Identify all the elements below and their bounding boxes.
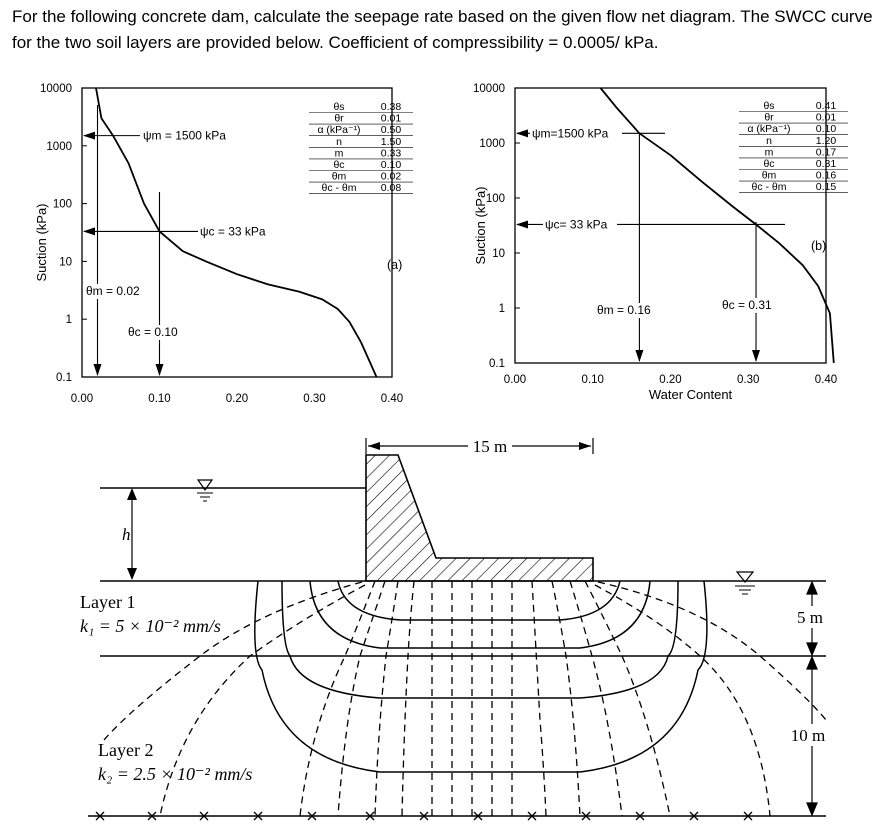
theta-m-label: θm = 0.02 [86, 284, 140, 298]
x-tick-label: 0.40 [814, 374, 838, 386]
psi-c-label: ψc = 33 kPa [200, 224, 266, 239]
theta-c-arrow [752, 350, 760, 362]
psi-c-label: ψc= 33 kPa [545, 217, 608, 232]
psi-m-label: ψm = 1500 kPa [143, 128, 226, 143]
y-tick-label: 1 [65, 314, 72, 327]
question-text: For the following concrete dam, calculate the seepage rate based on the given flow net diagram. The SWCC curve for the two soil layers are provided below. Coefficient of compressibility = 0.0005/ kPa. [12, 7, 873, 52]
table-value: 1.20 [815, 134, 837, 147]
width-dimension [366, 437, 593, 456]
chart-b-plot [473, 83, 848, 402]
table-param: θm [761, 169, 777, 182]
x-tick-label: 0.40 [380, 393, 404, 405]
table-param: θr [764, 111, 774, 124]
table-value: 0.38 [380, 101, 402, 113]
table-value: 0.17 [815, 146, 837, 159]
table-value: 0.15 [815, 181, 837, 194]
x-tick-label: 0.10 [581, 374, 604, 386]
x-tick-label: 0.30 [303, 393, 326, 405]
table-param: α (kPa⁻¹) [317, 124, 361, 137]
table-param: α (kPa⁻¹) [747, 123, 791, 136]
x-tick-label: 0.20 [225, 393, 249, 405]
tailwater [735, 572, 755, 594]
swcc-curve [601, 88, 834, 363]
panel-label: (a) [387, 258, 403, 272]
table-value: 0.50 [380, 124, 402, 137]
layer1-thickness: 5 m [797, 608, 823, 627]
table-param: θm [331, 170, 347, 183]
table-value: 0.33 [380, 147, 402, 160]
x-tick-label: 0.20 [659, 374, 682, 386]
table-param: θs [763, 100, 775, 112]
table-param: θr [334, 112, 344, 125]
table-param: θc [763, 158, 775, 170]
y-tick-label: 100 [52, 198, 72, 211]
head-label: h [122, 525, 131, 544]
layer2-k: k₂ = 2.5 × 10⁻² mm/s [98, 764, 253, 784]
x-tick-label: 0.00 [503, 374, 527, 386]
psi-m-arrow [83, 132, 95, 140]
flow-lines [255, 581, 707, 772]
y-tick-label: 1000 [479, 138, 505, 150]
y-tick-label: 10 [59, 256, 72, 269]
panel-label: (b) [811, 239, 827, 253]
table-value: 0.16 [815, 169, 837, 182]
table-param: n [336, 135, 342, 148]
psi-c-arrow [516, 220, 528, 228]
theta-c-arrow [156, 364, 164, 376]
y-tick-label: 100 [485, 193, 505, 205]
table-param: θs [333, 101, 345, 113]
theta-m-label: θm = 0.16 [597, 303, 651, 317]
y-tick-label: 0.1 [56, 372, 72, 384]
x-tick-label: 0.00 [70, 393, 94, 405]
theta-m-arrow [94, 364, 102, 376]
y-tick-label: 0.1 [489, 358, 505, 370]
layer1-name: Layer 1 [80, 592, 136, 612]
theta-c-label: θc = 0.31 [722, 298, 772, 312]
x-tick-label: 0.10 [148, 393, 171, 405]
layer1-k: k₁ = 5 × 10⁻² mm/s [80, 616, 221, 636]
chart-a-plot [34, 83, 413, 405]
y-tick-label: 1 [498, 303, 505, 315]
table-value: 0.01 [380, 112, 402, 125]
psi-c-arrow [83, 227, 95, 235]
swcc-chart-b [445, 0, 890, 410]
y-tick-label: 10000 [40, 83, 72, 95]
table-param: θc - θm [751, 181, 787, 194]
y-tick-label: 1000 [46, 140, 72, 153]
y-tick-label: 10000 [473, 83, 505, 95]
y-axis-label: Suction (kPa) [473, 186, 488, 265]
width-label: 15 m [472, 437, 508, 456]
table-value: 0.41 [815, 100, 837, 112]
swcc-chart-a [0, 0, 445, 410]
theta-m-arrow [635, 350, 643, 362]
layer2-thickness: 10 m [790, 726, 826, 745]
table-param: m [764, 146, 774, 159]
table-param: n [766, 134, 772, 147]
dam-body [366, 455, 593, 581]
table-value: 0.01 [815, 111, 837, 124]
table-param: θc - θm [321, 182, 357, 195]
table-param: m [334, 147, 344, 160]
table-value: 1.50 [380, 135, 402, 148]
headwater [100, 480, 366, 580]
psi-m-label: ψm=1500 kPa [532, 126, 609, 141]
table-value: 0.02 [380, 170, 402, 183]
dam-flow-net-figure [0, 420, 890, 828]
x-axis-label: Water Content [648, 387, 733, 402]
table-value: 0.31 [815, 158, 837, 170]
y-axis-label: Suction (kPa) [34, 203, 49, 282]
layer2-name: Layer 2 [98, 740, 154, 760]
table-value: 0.10 [380, 159, 402, 171]
theta-c-label: θc = 0.10 [128, 325, 178, 339]
table-value: 0.10 [815, 123, 837, 136]
table-value: 0.08 [380, 182, 402, 195]
y-tick-label: 10 [492, 248, 505, 260]
x-tick-label: 0.30 [737, 374, 760, 386]
psi-m-arrow [516, 129, 528, 137]
table-param: θc [333, 159, 345, 171]
